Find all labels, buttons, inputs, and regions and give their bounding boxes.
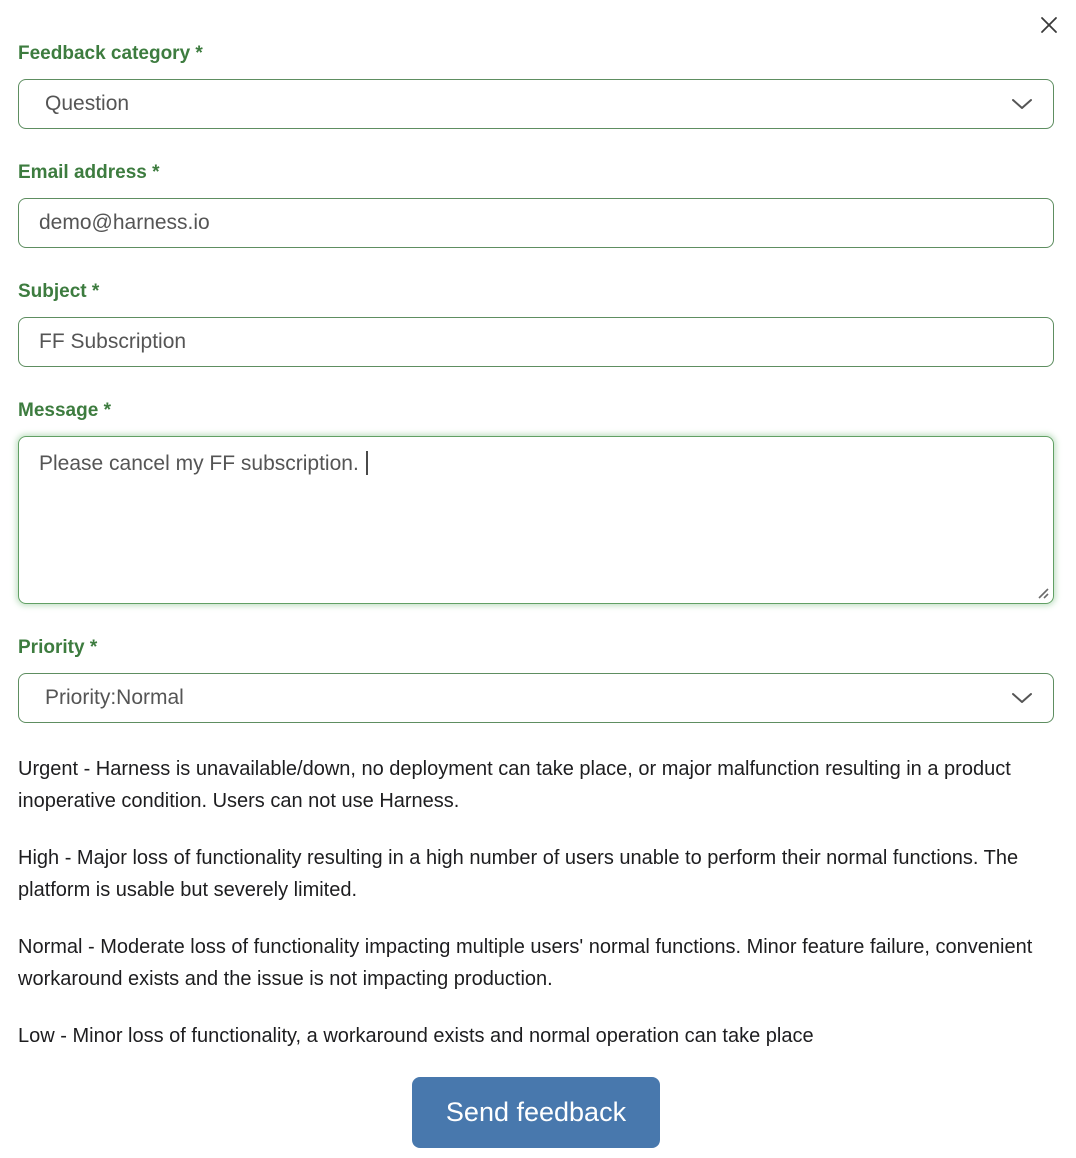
- priority-help-low: Low - Minor loss of functionality, a workaround exists and normal operation can take place: [18, 1025, 814, 1047]
- subject-label-text: Subject: [18, 281, 87, 302]
- resize-handle-icon[interactable]: [1035, 585, 1049, 599]
- chevron-down-icon: [1011, 692, 1033, 704]
- required-asterisk: *: [152, 162, 160, 183]
- email-label: [18, 163, 1054, 182]
- send-feedback-button[interactable]: Send feedback: [412, 1077, 660, 1148]
- required-asterisk: *: [91, 281, 100, 302]
- feedback-category-selected-value: Question: [45, 92, 130, 115]
- email-label-text: Email address: [18, 162, 147, 183]
- field-message: [18, 401, 1054, 604]
- subject-field[interactable]: [18, 317, 1054, 367]
- priority-label: [18, 638, 1054, 657]
- message-text: Please cancel my FF subscription.: [39, 452, 365, 475]
- message-textarea[interactable]: [18, 436, 1054, 604]
- priority-label-text: Priority: [18, 637, 85, 658]
- field-email: [18, 163, 1054, 248]
- chevron-down-icon: [1011, 98, 1033, 110]
- required-asterisk: *: [103, 400, 111, 421]
- subject-label: [18, 282, 1054, 301]
- email-field[interactable]: [18, 198, 1054, 248]
- text-cursor: [366, 451, 368, 475]
- priority-help-normal: Normal - Moderate loss of functionality impacting multiple users' normal functions. Minor feature failure, convenient workaround exists and the issue is not impacting production.: [18, 936, 1033, 990]
- required-asterisk: *: [195, 43, 203, 64]
- priority-selected-value: Priority:Normal: [45, 686, 184, 709]
- field-feedback-category: [18, 44, 1054, 129]
- field-priority: [18, 638, 1054, 723]
- priority-select[interactable]: [18, 673, 1054, 723]
- submit-row: [18, 1077, 1054, 1148]
- close-button[interactable]: [1036, 12, 1062, 38]
- message-label: [18, 401, 1054, 420]
- message-label-text: Message: [18, 400, 99, 421]
- priority-help-urgent: Urgent - Harness is unavailable/down, no deployment can take place, or major malfunction resulting in a product inoperative condition. Users can not use Harness.: [18, 758, 1011, 812]
- required-asterisk: *: [89, 637, 98, 658]
- feedback-category-label-text: Feedback category: [18, 43, 191, 64]
- priority-help-block: [18, 753, 1054, 1052]
- feedback-category-select[interactable]: [18, 79, 1054, 129]
- priority-help-high: High - Major loss of functionality resulting in a high number of users unable to perform their normal functions. The platform is usable but severely limited.: [18, 847, 1019, 901]
- feedback-category-label: [18, 44, 1054, 63]
- close-icon: [1040, 16, 1058, 34]
- field-subject: [18, 282, 1054, 367]
